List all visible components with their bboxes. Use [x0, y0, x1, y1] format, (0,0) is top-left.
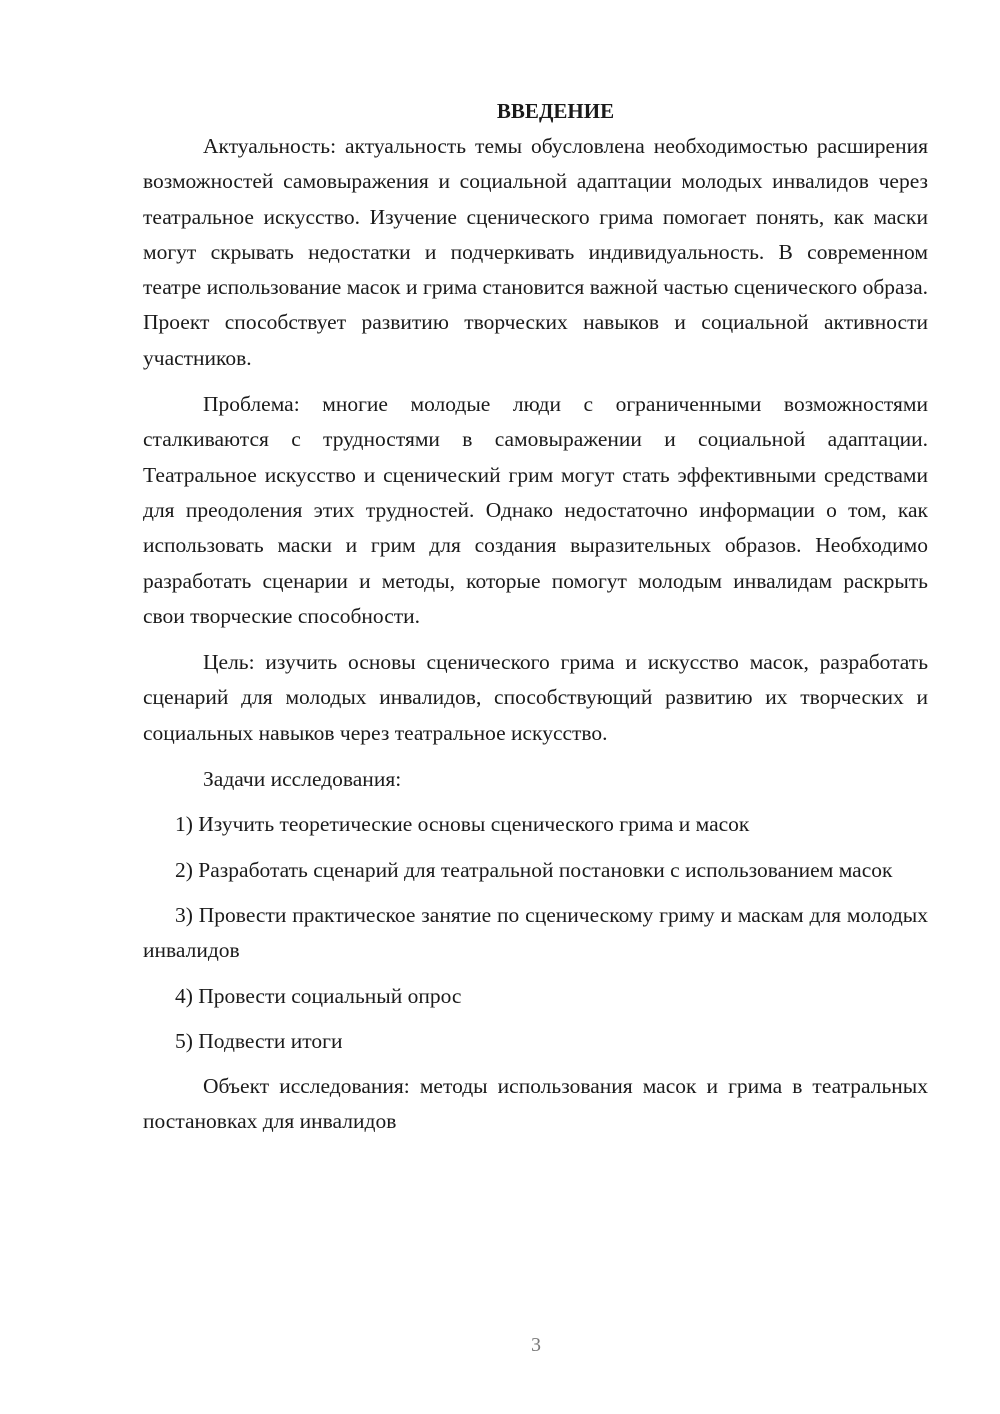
goal-paragraph: Цель: изучить основы сценического грима и искусство масок, разработать сценарий для молодых инвалидов, способствующий развитию их творческих и социальных навыков через театральное искусство. [143, 650, 928, 745]
section-heading: ВВЕДЕНИЕ [496, 99, 615, 123]
tasks-title: Задачи исследования: [203, 767, 402, 792]
page-number: 3 [531, 1334, 541, 1356]
page-content [143, 94, 928, 1151]
problem-paragraph: Проблема: многие молодые люди с ограниченными возможностями сталкиваются с трудностями в самовыражении и социальной адаптации. Театральное искусство и сценический грим могут стать эффективными средствами для преодоления этих трудностей. Однако недостаточно информации о том, как использовать маски и грим для создания выразительных образов. Необходимо разработать сценарии и методы, которые помогут молодым инвалидам раскрыть свои творческие способности. [143, 392, 928, 628]
task-item-1: 1) Изучить теоретические основы сценического грима и масок [175, 812, 750, 837]
object-paragraph: Объект исследования: методы использования масок и грима в театральных постановках для инвалидов [143, 1074, 928, 1134]
task-item-3: 3) Провести практическое занятие по сценическому гриму и маскам для молодых инвалидов [143, 902, 928, 963]
task-item-4: 4) Провести социальный опрос [175, 983, 462, 1008]
relevance-paragraph: Актуальность: актуальность темы обусловлена необходимостью расширения возможностей самовыражения и социальной адаптации молодых инвалидов через театральное искусство. Изучение сценического грима помогает понять, как маски могут скрывать недостатки и подчеркивать индивидуальность. В современном театре использование масок и грима становится важной частью сценического образа. Проект способствует развитию творческих навыков и социальной активности участников. [143, 134, 928, 370]
task-item-2: 2) Разработать сценарий для театральной постановки с использованием масок [175, 857, 893, 882]
task-item-5: 5) Подвести итоги [175, 1028, 343, 1053]
